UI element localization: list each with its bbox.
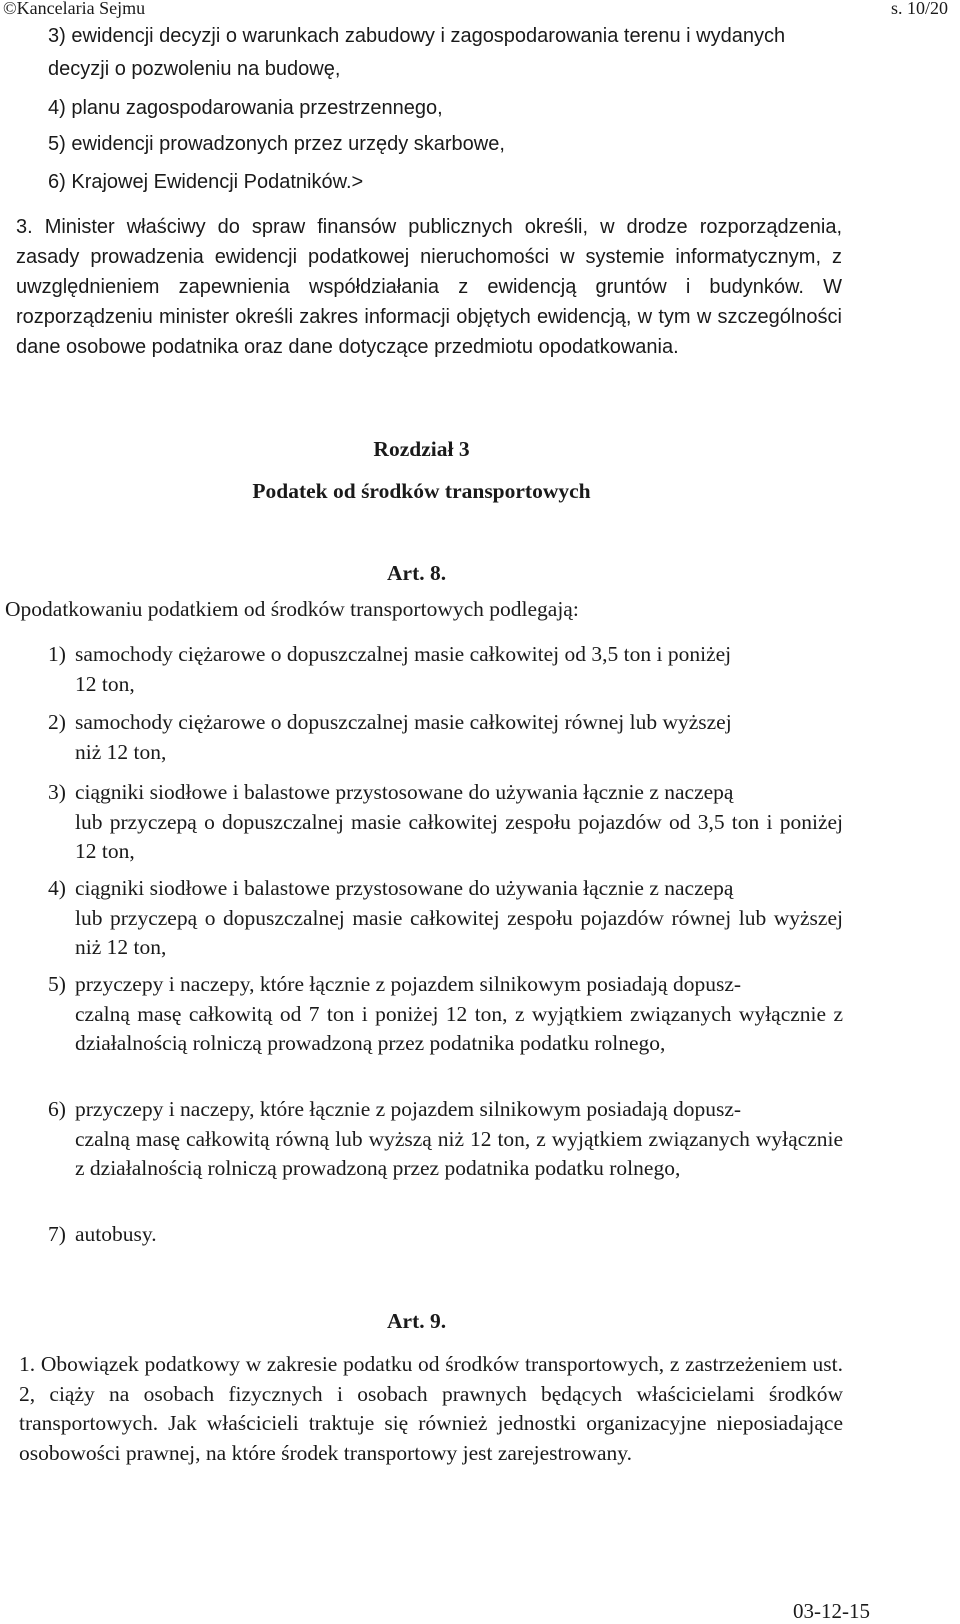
list-item: 1) samochody ciężarowe o dopuszczalnej masie całkowitej od 3,5 ton i poniżej 12 ton, [48,642,732,696]
article-9-paragraph-1: 1. Obowiązek podatkowy w zakresie podatku od środków transportowych, z zastrzeżeniem ust. 2, ciąży na osobach fizycznych i osobach prawnych będących właścicielami środków transportowych. Jak właścicieli traktuje się również jednostki organizacyjne nieposiadające osobowości prawnej, na które środek transportowy jest zarejestrowany. [19,1352,843,1465]
footer-date: 03-12-15 [793,1599,870,1623]
article-8-intro: Opodatkowaniu podatkiem od środków transportowych podlegają: [5,597,579,621]
chapter-number: Rozdział 3 [373,437,470,461]
list-item: 4) ciągniki siodłowe i balastowe przystosowane do używania łącznie z naczepą lub przyczepą o dopuszczalnej masie całkowitej zespołu pojazdów równej lub wyższej niż 12 ton, [48,876,843,959]
list-item: 2) samochody ciężarowe o dopuszczalnej masie całkowitej równej lub wyższej niż 12 ton, [48,710,732,764]
list-item: 6) przyczepy i naczepy, które łącznie z pojazdem silnikowym posiadają dopusz- czalną masę całkowitą równą lub wyższą niż 12 ton, z wyjątkiem związanych wyłącznie z działalnością rolniczą prowadzoną przez podatnika podatku rolnego, [48,1097,843,1180]
article-8-heading: Art. 8. [387,561,447,585]
paragraph-3: 3. Minister właściwy do spraw finansów publicznych określi, w drodze rozporządzenia, zasady prowadzenia ewidencji podatkowej nieruchomości w systemie informatycznym, z uwzględnieniem zapewnienia współdziałania z ewidencją gruntów i budynków. W rozporządzeniu minister określi zakres informacji objętych ewidencją, w tym w szczególności dane osobowe podatnika oraz dane dotyczące przedmiotu opodatkowania. [16,216,842,358]
list-item: 3) ciągniki siodłowe i balastowe przystosowane do używania łącznie z naczepą lub przyczepą o dopuszczalnej masie całkowitej zespołu pojazdów od 3,5 ton i poniżej 12 ton, [48,780,843,863]
top-item-5: 5) ewidencji prowadzonych przez urzędy skarbowe, [48,133,505,155]
top-item-6: 6) Krajowej Ewidencji Podatników.> [48,171,364,193]
top-item-4: 4) planu zagospodarowania przestrzennego, [48,97,443,119]
top-item-3: 3) ewidencji decyzji o warunkach zabudowy i zagospodarowania terenu i wydanych decyzji o pozwoleniu na budowę, [48,25,786,80]
header-page-number: s. 10/20 [890,0,948,18]
header-copyright: ©Kancelaria Sejmu [3,0,146,18]
article-9-heading: Art. 9. [387,1309,447,1333]
list-item: 7) autobusy. [48,1222,157,1246]
list-item: 5) przyczepy i naczepy, które łącznie z pojazdem silnikowym posiadają dopusz- czalną masę całkowitą od 7 ton i poniżej 12 ton, z wyjątkiem związanych wyłącznie z działalnością rolniczą prowadzoną przez podatnika podatku rolnego, [48,972,843,1055]
chapter-title: Podatek od środków transportowych [252,479,591,503]
